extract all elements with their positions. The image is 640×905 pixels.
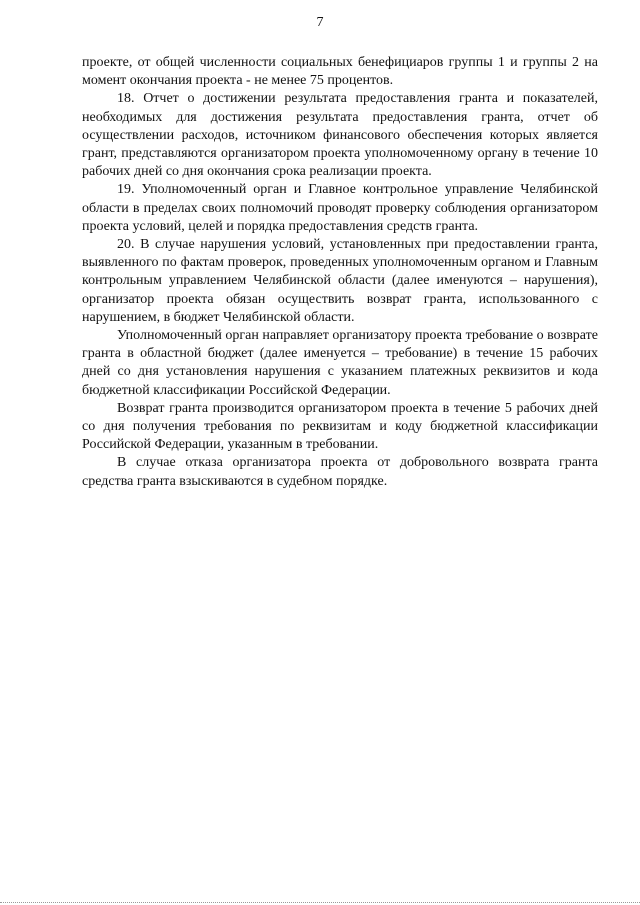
paragraph-18-report: 18. Отчет о достижении результата предоставления гранта и показателей, необходимых для достижения результата предоставления гранта, отчет об осуществлении расходов, источником финансового обеспечения которых является грант, представляются организатором проекта уполномоченному органу в течение 10 рабочих дней со дня окончания срока реализации проекта. — [82, 91, 598, 180]
paragraph-requirement-notice: Уполномоченный орган направляет организатору проекта требование о возврате гранта в областной бюджет (далее именуется – требование) в течение 15 рабочих дней со дня установления нарушения с указанием платежных реквизитов и кода бюджетной классификации Российской Федерации. — [82, 328, 598, 398]
paragraph-20-violations: 20. В случае нарушения условий, установленных при предоставлении гранта, выявленного по фактам проверок, проведенных уполномоченным органом и Главным контрольным управлением Челябинской области (далее именуются – нарушения), организатор проекта обязан осуществить возврат гранта, использованного с нарушением, в бюджет Челябинской области. — [82, 237, 598, 325]
page-number: 7 — [316, 15, 324, 30]
paragraph-court-recovery: В случае отказа организатора проекта от добровольного возврата гранта средства гранта взыскиваются в судебном порядке. — [82, 455, 598, 489]
document-body — [82, 54, 598, 491]
paragraph-continuation: проекте, от общей численности социальных бенефициаров группы 1 и группы 2 на момент окончания проекта - не менее 75 процентов. — [82, 55, 598, 89]
paragraph-grant-return: Возврат гранта производится организатором проекта в течение 5 рабочих дней со дня получения требования по реквизитам и коду бюджетной классификации Российской Федерации, указанным в требовании. — [82, 400, 598, 453]
paragraph-19-inspection: 19. Уполномоченный орган и Главное контрольное управление Челябинской области в пределах своих полномочий проводят проверку соблюдения организатором проекта условий, целей и порядка предоставления средств гранта. — [82, 182, 598, 234]
